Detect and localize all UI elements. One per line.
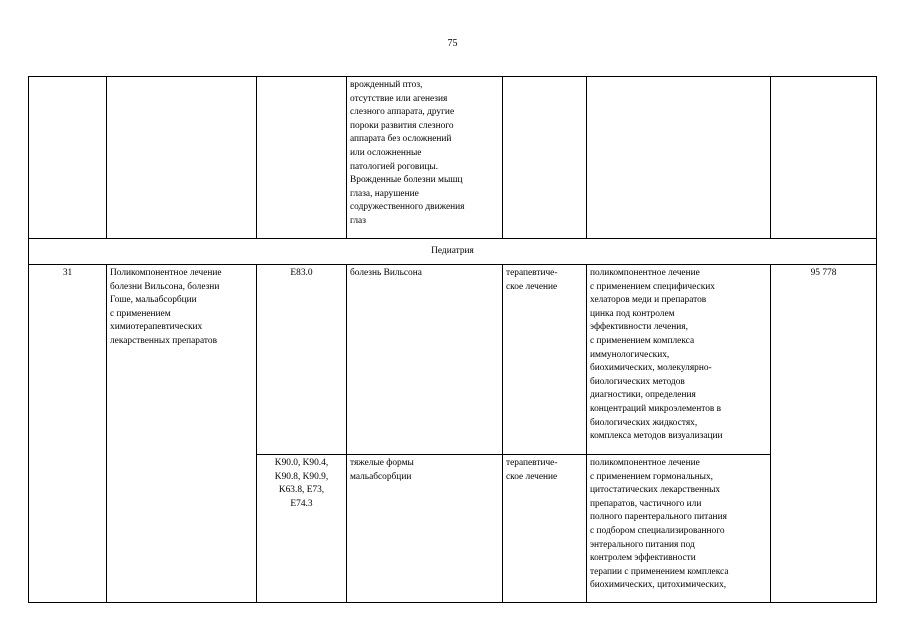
table-row-entry-31a xyxy=(29,265,877,455)
entry-codes: E83.0 xyxy=(257,265,347,455)
cell-cost-empty xyxy=(771,77,877,239)
entry-diagnosis: болезнь Вильсона xyxy=(347,265,503,455)
cell-treatment-empty xyxy=(503,77,587,239)
entry-number: 31 xyxy=(29,265,107,603)
table-row-continuation xyxy=(29,77,877,239)
page-number: 75 xyxy=(447,38,458,49)
cell-diagnosis-continuation: врожденный птоз, отсутствие или агенезия слезного аппарата, другие пороки развития слезного аппарата без осложнений или осложненные патологией роговицы. Врожденные болезни мышц глаза, нарушение содружественного движения глаз xyxy=(347,77,503,239)
section-row xyxy=(29,239,877,265)
entry-treatment-type: терапевтиче- ское лечение xyxy=(503,455,587,603)
entry-method: поликомпонентное лечение с применением специфических хелаторов меди и препаратов цинка под контролем эффективности лечения, с применением комплекса иммунологических, биохимических, молекулярно- биологических методов диагностики, определения концентраций микроэлементов в биологических жидкостях, комплекса методов визуализации xyxy=(587,265,771,455)
cell-number-empty xyxy=(29,77,107,239)
cell-name-empty xyxy=(107,77,257,239)
entry-method: поликомпонентное лечение с применением гормональных, цитостатических лекарственных препаратов, частичного или полного парентерального питания с подбором специализированного энтерального питания под контролем эффективности терапии с применением комплекса биохимических, цитохимических, xyxy=(587,455,771,603)
section-title-pediatrics: Педиатрия xyxy=(29,239,877,265)
entry-codes: K90.0, K90.4, K90.8, K90.9, K63.8, E73, E74.3 xyxy=(257,455,347,603)
entry-cost: 95 778 xyxy=(771,265,877,603)
entry-name: Поликомпонентное лечение болезни Вильсона, болезни Гоше, мальабсорбции с применением химиотерапевтических лекарственных препаратов xyxy=(107,265,257,603)
entry-diagnosis: тяжелые формы мальабсорбции xyxy=(347,455,503,603)
cell-codes-empty xyxy=(257,77,347,239)
entry-treatment-type: терапевтиче- ское лечение xyxy=(503,265,587,455)
cell-method-empty xyxy=(587,77,771,239)
treatment-table xyxy=(28,76,877,603)
